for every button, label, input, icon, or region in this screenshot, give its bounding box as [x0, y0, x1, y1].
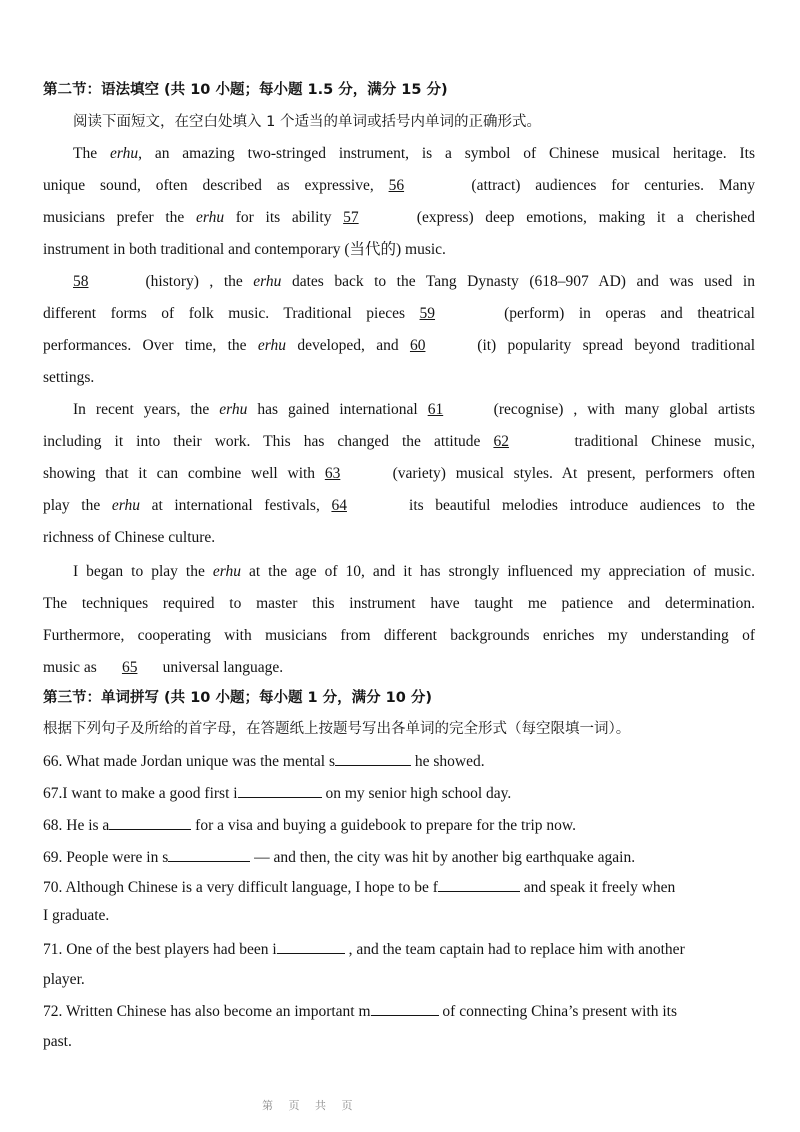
blank-63: 63: [324, 465, 341, 482]
question-72-cont: past.: [43, 1033, 72, 1050]
question-72: 72. Written Chinese has also become an important m of connecting China’s present with its: [43, 1000, 755, 1022]
answer-blank-66: [335, 750, 411, 766]
passage-line-8: settings.: [43, 369, 95, 386]
passage-line-3: musicians prefer the erhu for its ability 57 (express) deep emotions, making it a cherished: [43, 209, 755, 226]
answer-blank-68: [109, 814, 191, 830]
blank-56: 56: [388, 177, 405, 194]
question-70-cont: I graduate.: [43, 907, 110, 924]
answer-blank-69: [168, 846, 250, 862]
section3-heading: 第三节：单词拼写 (共 10 小题；每小题 1 分，满分 10 分): [43, 690, 433, 706]
question-68: 68. He is a for a visa and buying a guidebook to prepare for the trip now.: [43, 814, 755, 836]
answer-blank-67: [238, 782, 322, 798]
passage-line-14: I began to play the erhu at the age of 10, and it has strongly influenced my appreciation of music.: [73, 563, 755, 580]
section2-heading: 第二节：语法填空 (共 10 小题；每小题 1.5 分，满分 15 分): [43, 82, 448, 98]
passage-line-6: different forms of folk music. Traditional pieces 59 (perform) in operas and theatrical: [43, 305, 755, 322]
passage-line-16: Furthermore, cooperating with musicians from different backgrounds enriches my understanding of: [43, 627, 755, 644]
question-66: 66. What made Jordan unique was the mental s he showed.: [43, 750, 755, 772]
question-69: 69. People were in s — and then, the city was hit by another big earthquake again.: [43, 846, 755, 868]
passage-line-4: instrument in both traditional and contemporary (当代的) music.: [43, 241, 446, 258]
passage-line-10: including it into their work. This has changed the attitude 62 traditional Chinese music,: [43, 433, 755, 450]
blank-61: 61: [427, 401, 444, 418]
blank-64: 64: [331, 497, 347, 514]
erhu-term: erhu: [109, 145, 139, 162]
question-70: 70. Although Chinese is a very difficult language, I hope to be f and speak it freely when: [43, 876, 755, 898]
passage-line-17: music as 65 universal language.: [43, 659, 284, 676]
blank-62: 62: [493, 433, 509, 450]
section3-instruction: 根据下列句子及所给的首字母，在答题纸上按题号写出各单词的完全形式（每空限填一词）。: [43, 721, 631, 737]
passage-line-13: richness of Chinese culture.: [43, 529, 216, 546]
passage-line-12: play the erhu at international festivals, 64 its beautiful melodies introduce audiences to the: [43, 497, 755, 514]
question-71: 71. One of the best players had been i , and the team captain had to replace him with another: [43, 938, 755, 960]
blank-57: 57: [343, 209, 359, 226]
passage-line-9: In recent years, the erhu has gained international 61 (recognise) , with many global artists: [73, 401, 755, 418]
passage-line-2: unique sound, often described as expressive, 56 (attract) audiences for centuries. Many: [43, 177, 755, 194]
answer-blank-72: [371, 1000, 439, 1016]
answer-blank-71: [277, 938, 345, 954]
blank-58: 58: [73, 273, 89, 290]
answer-blank-70: [438, 876, 520, 892]
question-67: 67.I want to make a good first i on my senior high school day.: [43, 782, 755, 804]
blank-60: 60: [409, 337, 426, 354]
section2-instruction: 阅读下面短文，在空白处填入 1 个适当的单词或括号内单词的正确形式。: [73, 114, 541, 130]
passage-line-1: The erhu, an amazing two-stringed instrument, is a symbol of Chinese musical heritage. Its: [73, 145, 755, 162]
passage-line-5: 58 (history) , the erhu dates back to the Tang Dynasty (618–907 AD) and was used in: [73, 273, 755, 290]
passage-line-11: showing that it can combine well with 63 (variety) musical styles. At present, performers often: [43, 465, 756, 482]
blank-59: 59: [419, 305, 436, 322]
question-71-cont: player.: [43, 971, 85, 988]
page-footer: 第 页 共 页: [262, 1099, 359, 1112]
passage-line-15: The techniques required to master this instrument have taught me patience and determination.: [43, 595, 755, 612]
passage-line-7: performances. Over time, the erhu developed, and 60 (it) popularity spread beyond traditional: [43, 337, 756, 354]
blank-65: 65: [121, 659, 138, 676]
